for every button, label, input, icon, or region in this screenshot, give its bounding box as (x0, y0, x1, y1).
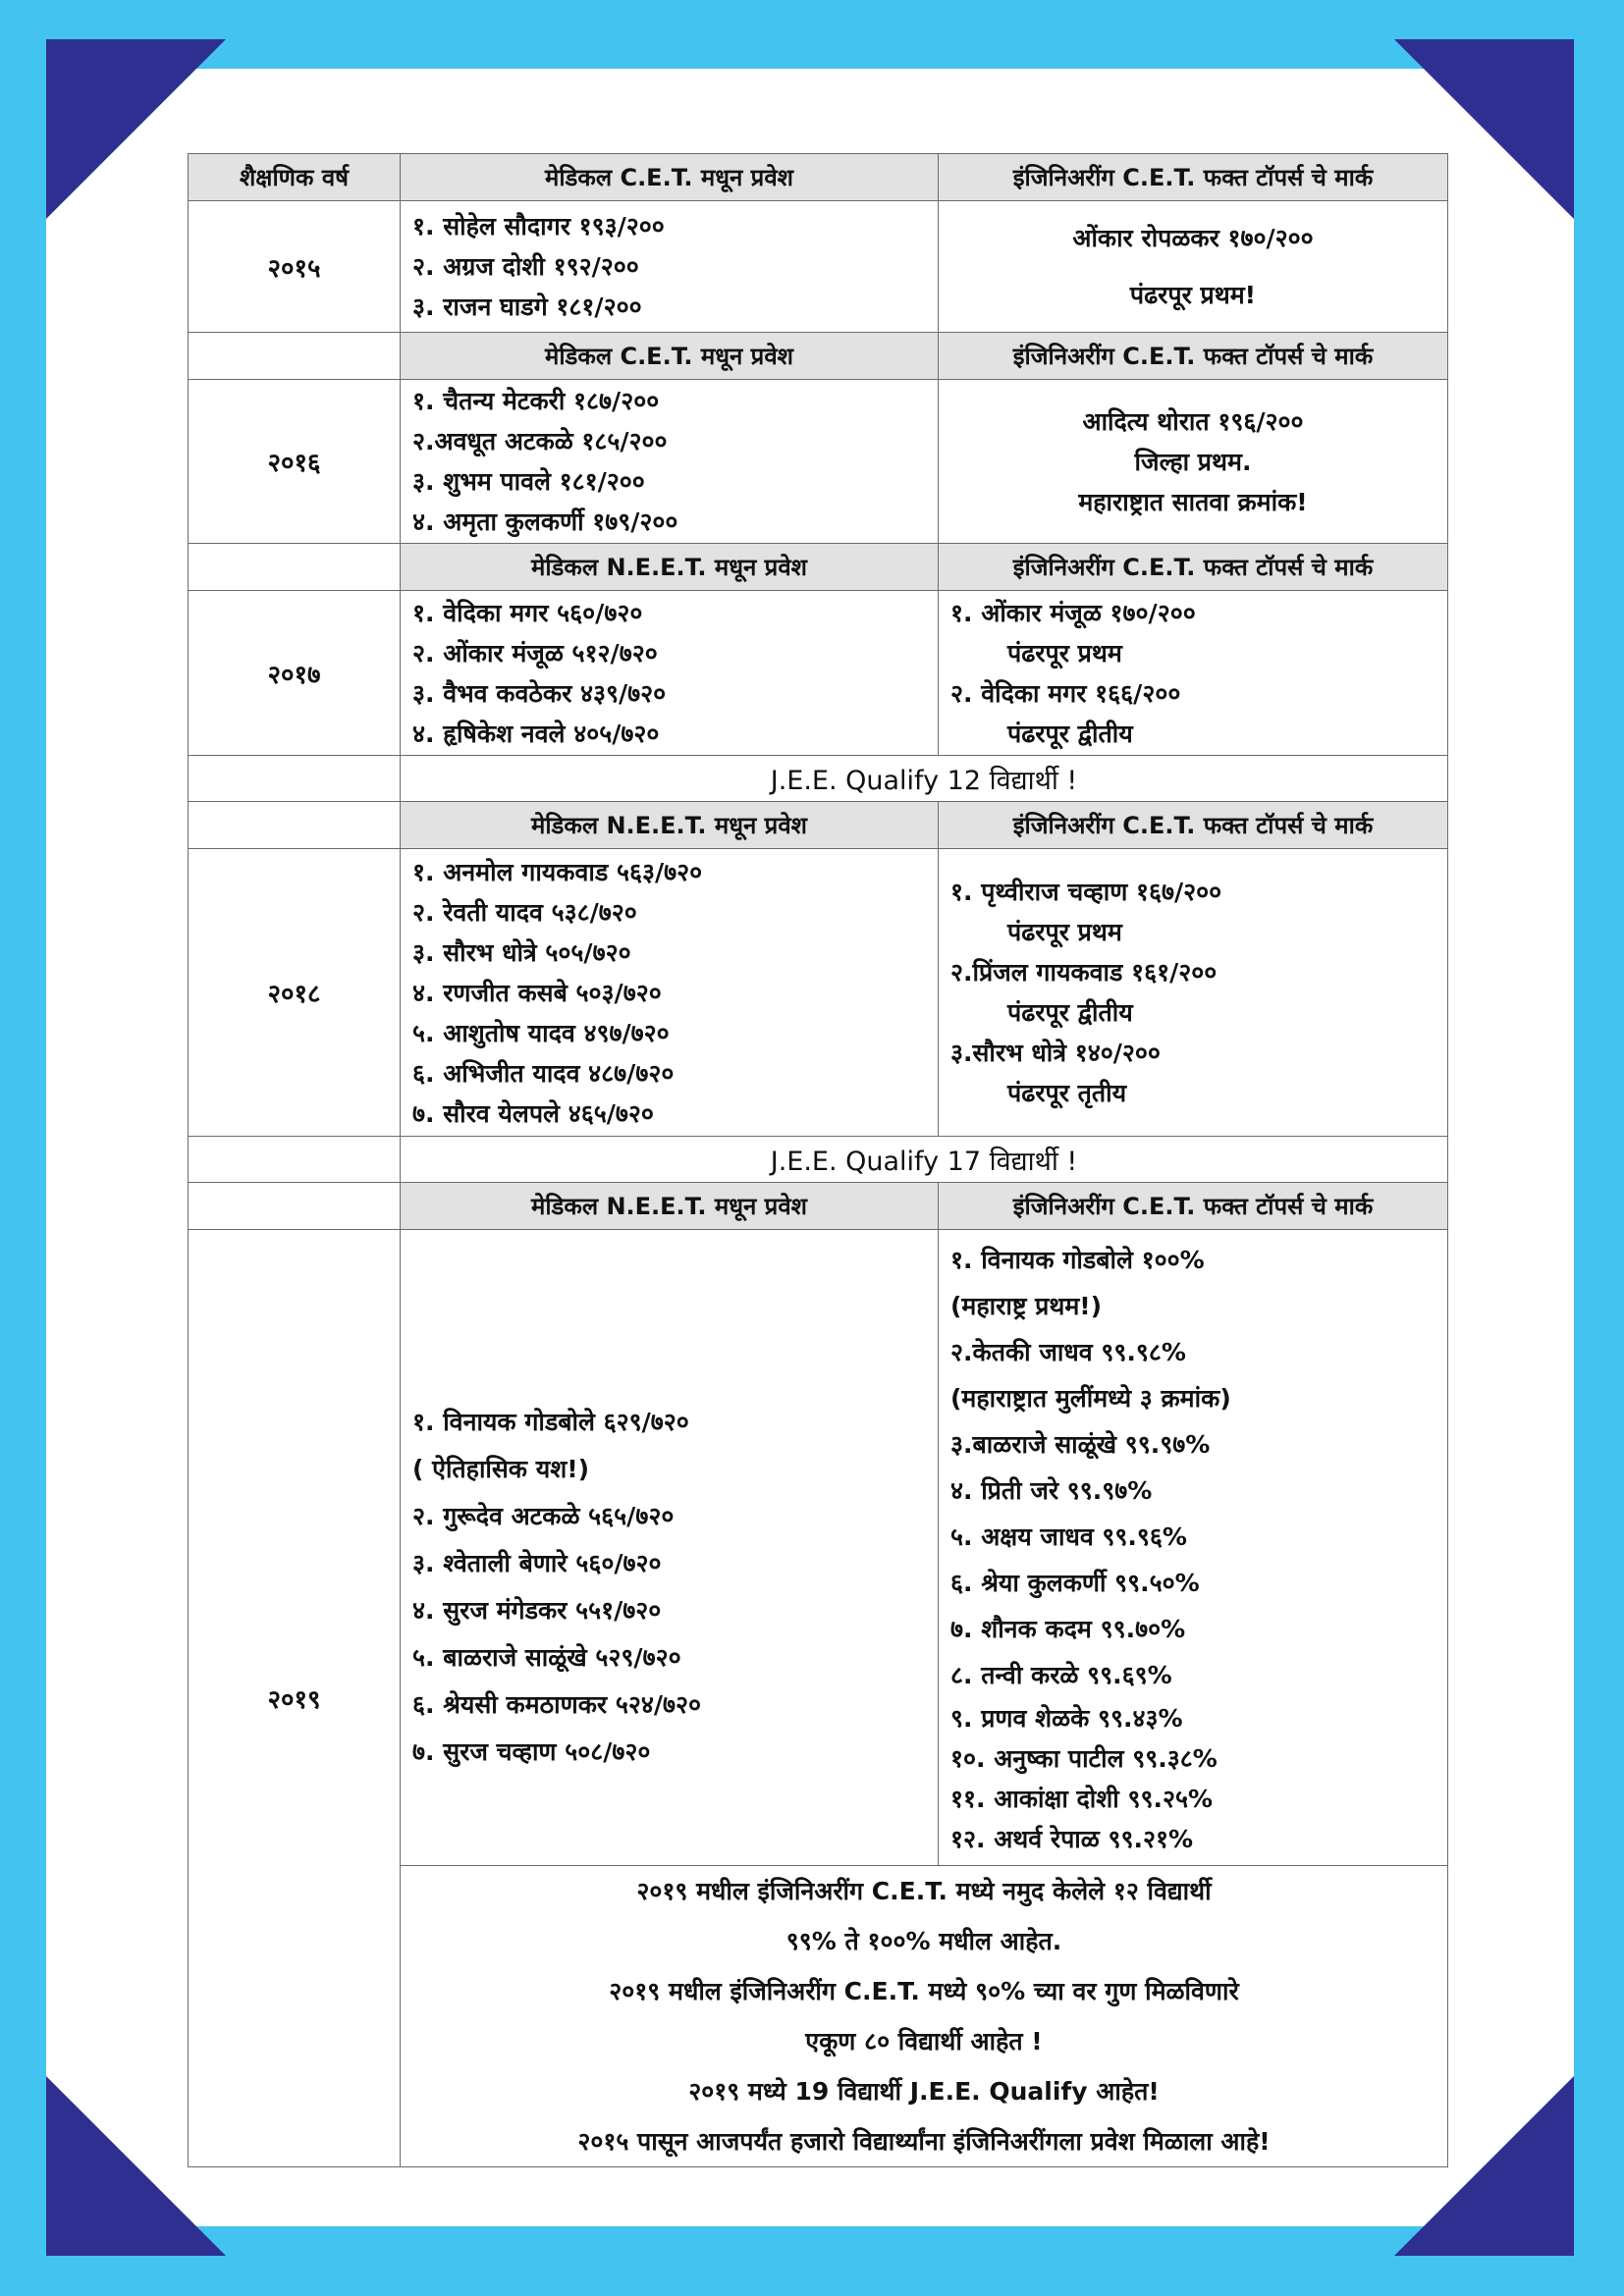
list-item: ४. सुरज मंगेडकर ५५१/७२० (412, 1595, 662, 1625)
list-item: ४. अमृता कुलकर्णी १७९/२०० (412, 507, 678, 536)
list-item: १. ओंकार मंजूळ १७०/२०० (950, 598, 1196, 627)
list-item: ५. आशुतोष यादव ४९७/७२० (412, 1018, 670, 1047)
list-item: पंढरपूर द्वीतीय (1007, 719, 1133, 748)
header-year: शैक्षणिक वर्ष (189, 154, 401, 201)
jee-qualify-2018: J.E.E. Qualify 17 विद्यार्थी ! (401, 1137, 1448, 1183)
year-cell: २०१६ (189, 380, 401, 544)
engineering-list (939, 201, 1448, 333)
medical-list (401, 380, 939, 544)
list-item: ३. राजन घाडगे १८१/२०० (412, 293, 642, 321)
list-item: ३. श्वेताली बेणारे ५६०/७२० (412, 1548, 662, 1577)
engineering-list (939, 849, 1448, 1137)
year-cell: २०१५ (189, 201, 401, 333)
list-item: ४. रणजीत कसबे ५०३/७२० (412, 978, 662, 1007)
list-item: ४. प्रिती जरे ९९.९७% (950, 1475, 1153, 1505)
list-item: ३. शुभम पावले १८१/२०० (412, 467, 645, 496)
table-row (189, 201, 1448, 333)
table-row (189, 849, 1448, 1137)
list-item: १. चैतन्य मेटकरी १८७/२०० (412, 387, 660, 415)
list-item: २.प्रिंजल गायकवाड १६१/२०० (950, 958, 1218, 987)
empty-cell (189, 544, 401, 591)
list-item: पंढरपूर प्रथम (1007, 918, 1122, 946)
frame-top-bar (0, 0, 1624, 69)
table-row (189, 591, 1448, 756)
header-engineering: इंजिनिअरींग C.E.T. फक्त टॉपर्स चे मार्क (939, 544, 1448, 591)
list-item: जिल्हा प्रथम. (1134, 447, 1252, 476)
list-item: (महाराष्ट्रात मुलींमध्ये ३ क्रमांक) (950, 1383, 1231, 1413)
frame-bottom-bar (0, 2226, 1624, 2296)
list-item: १. पृथ्वीराज चव्हाण १६७/२०० (950, 878, 1222, 906)
list-item: ७. शौनक कदम ९९.७०% (950, 1614, 1186, 1643)
header-engineering: इंजिनिअरींग C.E.T. फक्त टॉपर्स चे मार्क (939, 802, 1448, 849)
list-item: २.अवधूत अटकळे १८५/२०० (412, 427, 668, 455)
list-item: २. अग्रज दोशी १९२/२०० (412, 252, 639, 281)
list-item: ७. सौरव येलपले ४६५/७२० (412, 1098, 654, 1128)
medical-list (401, 201, 939, 333)
list-item: २. वेदिका मगर १६६/२०० (950, 678, 1181, 708)
list-item: (महाराष्ट्र प्रथम!) (950, 1291, 1103, 1320)
header-row-2015 (189, 154, 1448, 201)
empty-cell (189, 1183, 401, 1230)
year-cell: २०१९ (189, 1230, 401, 2167)
list-item: १. अनमोल गायकवाड ५६३/७२० (412, 857, 703, 886)
summary-cell (401, 1866, 1448, 2167)
empty-cell (189, 802, 401, 849)
list-item: १०. अनुष्का पाटील ९९.३८% (950, 1743, 1218, 1773)
engineering-list (939, 380, 1448, 544)
list-item: ओंकार रोपळकर १७०/२०० (1072, 223, 1314, 252)
frame-left-bar (0, 0, 46, 2296)
frame-right-bar (1574, 0, 1624, 2296)
engineering-list (939, 591, 1448, 756)
list-item: पंढरपूर द्वीतीय (1007, 998, 1133, 1027)
header-engineering: इंजिनिअरींग C.E.T. फक्त टॉपर्स चे मार्क (939, 1183, 1448, 1230)
year-cell: २०१८ (189, 849, 401, 1137)
list-item: २. ओंकार मंजूळ ५१२/७२० (412, 638, 658, 667)
list-item: ३. वैभव कवठेकर ४३९/७२० (412, 678, 667, 708)
empty-cell (189, 1137, 401, 1183)
year-cell: २०१७ (189, 591, 401, 756)
header-medical-cet: मेडिकल C.E.T. मधून प्रवेश (401, 333, 939, 380)
summary-line: २०१९ मधील इंजिनिअरींग C.E.T. मध्ये नमुद केलेले १२ विद्यार्थी (636, 1877, 1212, 1905)
list-item: १. विनायक गोडबोले ६२९/७२० (412, 1407, 689, 1436)
list-item: आदित्य थोरात १९६/२०० (1082, 406, 1304, 436)
header-medical-neet: मेडिकल N.E.E.T. मधून प्रवेश (401, 544, 939, 591)
empty-cell (189, 333, 401, 380)
list-item: ६. अभिजीत यादव ४८७/७२० (412, 1058, 675, 1088)
jee-qualify-2017: J.E.E. Qualify 12 विद्यार्थी ! (401, 756, 1448, 802)
table-row (189, 1230, 1448, 1866)
medical-list (401, 849, 939, 1137)
results-table (188, 153, 1448, 2167)
header-medical-neet: मेडिकल N.E.E.T. मधून प्रवेश (401, 1183, 939, 1230)
header-medical-cet: मेडिकल C.E.T. मधून प्रवेश (401, 154, 939, 201)
list-item: ( ऐतिहासिक यश!) (412, 1454, 590, 1483)
header-row-2017 (189, 544, 1448, 591)
list-item: ९. प्रणव शेळके ९९.४३% (950, 1703, 1183, 1733)
header-engineering: इंजिनिअरींग C.E.T. फक्त टॉपर्स चे मार्क (939, 333, 1448, 380)
header-medical-neet: मेडिकल N.E.E.T. मधून प्रवेश (401, 802, 939, 849)
table-row (189, 380, 1448, 544)
list-item: १. वेदिका मगर ५६०/७२० (412, 598, 643, 627)
header-row-2018 (189, 802, 1448, 849)
list-item: ८. तन्वी करळे ९९.६९% (950, 1660, 1172, 1689)
engineering-list (939, 1230, 1448, 1866)
list-item: ६. श्रेया कुलकर्णी ९९.५०% (950, 1568, 1200, 1597)
summary-line: २०१५ पासून आजपर्यंत हजारो विद्यार्थ्यांना इंजिनिअरींगला प्रवेश मिळाला आहे! (577, 2127, 1271, 2156)
list-item: ३.सौरभ धोत्रे १४०/२०० (950, 1039, 1161, 1067)
summary-line: २०१९ मध्ये 19 विद्यार्थी J.E.E. Qualify आहेत! (688, 2077, 1160, 2106)
list-item: ४. हृषिकेश नवले ४०५/७२० (412, 719, 660, 748)
list-item: २. गुरूदेव अटकळे ५६५/७२० (412, 1501, 675, 1530)
medical-list (401, 591, 939, 756)
summary-line: ९९% ते १००% मधील आहेत. (785, 1927, 1062, 1955)
list-item: २. रेवती यादव ५३८/७२० (412, 897, 637, 927)
list-item: ३.बाळराजे साळूंखे ९९.९७% (950, 1429, 1211, 1459)
jee-row-2018 (189, 1137, 1448, 1183)
list-item: १२. अथर्व रेपाळ ९९.२१% (950, 1824, 1194, 1853)
list-item: ५. बाळराजे साळूंखे ५२९/७२० (412, 1642, 681, 1672)
list-item: पंढरपूर प्रथम (1007, 638, 1122, 667)
summary-line: एकूण ८० विद्यार्थी आहेत ! (805, 2027, 1043, 2056)
list-item: पंढरपूर तृतीय (1007, 1079, 1127, 1107)
list-item: १. सोहेल सौदागर १९३/२०० (412, 212, 665, 240)
list-item: १. विनायक गोडबोले १००% (950, 1245, 1205, 1274)
header-row-2016 (189, 333, 1448, 380)
header-row-2019 (189, 1183, 1448, 1230)
medical-list (401, 1230, 939, 1866)
list-item: ६. श्रेयसी कमठाणकर ५२४/७२० (412, 1689, 701, 1719)
header-engineering: इंजिनिअरींग C.E.T. फक्त टॉपर्स चे मार्क (939, 154, 1448, 201)
list-item: पंढरपूर प्रथम! (1129, 280, 1257, 309)
empty-cell (189, 756, 401, 802)
list-item: ११. आकांक्षा दोशी ९९.२५% (950, 1784, 1214, 1813)
list-item: ७. सुरज चव्हाण ५०८/७२० (412, 1736, 651, 1766)
summary-line: २०१९ मधील इंजिनिअरींग C.E.T. मध्ये ९०% च्या वर गुण मिळविणारे (609, 1977, 1239, 2005)
list-item: ५. अक्षय जाधव ९९.९६% (950, 1522, 1187, 1551)
list-item: ३. सौरभ धोत्रे ५०५/७२० (412, 937, 631, 967)
jee-row-2017 (189, 756, 1448, 802)
list-item: २.केतकी जाधव ९९.९८% (950, 1337, 1186, 1366)
list-item: महाराष्ट्रात सातवा क्रमांक! (1078, 487, 1308, 516)
